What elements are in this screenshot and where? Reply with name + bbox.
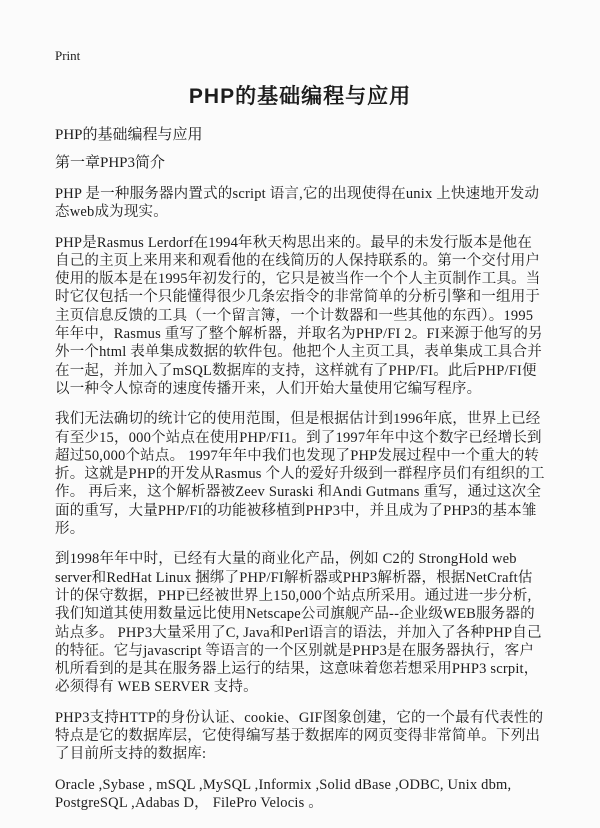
paragraph-php-history: PHP是Rasmus Lerdorf在1994年秋天构思出来的。最早的未发行版本是他在自己的主页上来用来和观看他的在线简历的人保持联系的。第一个交付用户使用的版本是在1995年初发行的，它只是被当作一个个人主页制作工具。当时它仅包括一个只能懂得很少几条宏指令的非常简单的分析引擎和一组用于主页信息反馈的工具（一个留言簿，一个计数器和一些其他的东西）。1995年年中，Rasmus 重写了整个解析器，并取名为PHP/FI 2。FI来源于他写的另外一个html 表单集成数据的软件包。他把个人主页工具，表单集成工具合并在一起，并加入了mSQL数据库的支持，这样就有了PHP/FI。此后PHP/FI便以一种令人惊奇的速度传播开来，人们开始大量使用它编写程序。 bbox=[55, 234, 543, 397]
paragraph-php-features: PHP3支持HTTP的身份认证、cookie、GIF图象创建，它的一个最有代表性的特点是它的数据库层，它使得编写基于数据库的网页变得非常简单。下列出了目前所支持的数据库: bbox=[55, 709, 544, 763]
document-subtitle: PHP的基础编程与应用 bbox=[55, 127, 203, 143]
page-title: PHP的基础编程与应用 bbox=[188, 85, 412, 108]
paragraph-database-list: Oracle ,Sybase , mSQL ,MySQL ,Informix ,Solid dBase ,ODBC, Unix dbm, PostgreSQL ,Adabas D， FilePro Velocis 。 bbox=[55, 776, 512, 811]
paragraph-php-growth: 我们无法确切的统计它的使用范围，但是根据估计到1996年底，世界上已经有至少15，000个站点在使用PHP/FI1。到了1997年年中这个数字已经增长到超过50,000个站点。 1997年年中我们也发现了PHP发展过程中一个重大的转折。这就是PHP的开发从Rasmus 个人的爱好升级到一群程序员们有组织的工作。 再后来，这个解析器被Zeev Suraski 和Andi Gutmans 重写，通过这次全面的重写，大量PHP/FI的功能被移植到PHP3中，并且成为了PHP3的基本雏形。 bbox=[55, 411, 545, 538]
chapter-heading: 第一章PHP3简介 bbox=[55, 155, 166, 171]
print-link[interactable]: Print bbox=[55, 48, 81, 63]
paragraph-php-definition: PHP 是一种服务器内置式的script 语言,它的出现使得在unix 上快速地开发动态web成为现实。 bbox=[55, 186, 540, 221]
paragraph-php-commercial: 到1998年年中时，已经有大量的商业化产品，例如 C2的 StrongHold web server和RedHat Linux 捆绑了PHP/FI解析器或PHP3解析器，根据NetCraft估计的保守数据，PHP已经被世界上150,000个站点所采用。通过进一步分析,我们知道其使用数量远比使用Netscape公司旗舰产品--企业级WEB服务器的站点多。 PHP3大量采用了C, Java和Perl语言的语法，并加入了各种PHP自己的特征。它与javascript 等语言的一个区别就是PHP3是在服务器执行，客户机所看到的是其在服务器上运行的结果，这意味着您若想采用PHP3 scrpit， 必须得有 WEB SERVER 支持。 bbox=[55, 551, 542, 696]
